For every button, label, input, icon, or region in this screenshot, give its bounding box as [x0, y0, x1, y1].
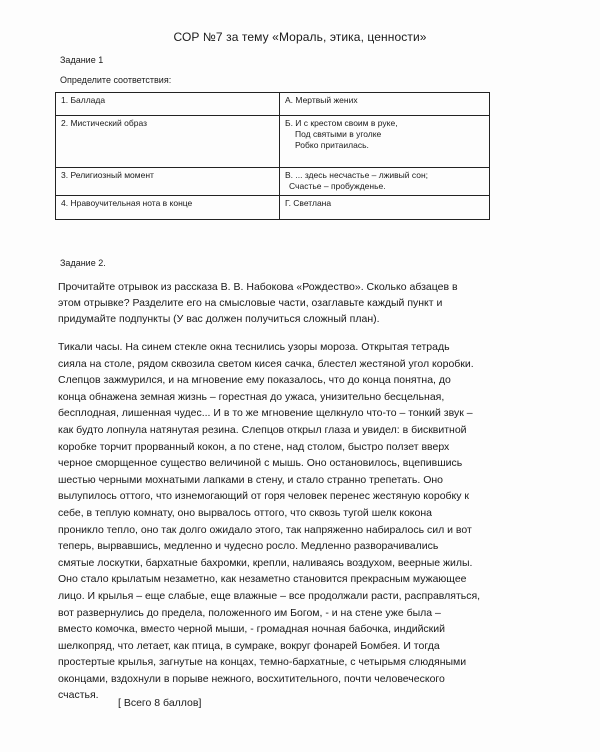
prompt-line: придумайте подпункты (У вас должен получиться сложный план). [58, 313, 380, 325]
text-line: коробке торчит прорванный кокон, а по стене, над столом, быстро ползет вверх [58, 440, 450, 453]
table-row [56, 196, 490, 220]
text-line: как будто лопнула натянутая резина. Слепцов открыл глаза и увидел: в бисквитной [58, 423, 467, 436]
text-line: оконцами, вздохнули в порыве нежного, восхитительного, почти человеческого [58, 672, 445, 685]
text-line: счастья. [58, 689, 99, 702]
story-excerpt [58, 339, 538, 704]
text-line: шелкопряд, что летает, как птица, в сумраке, вокруг фонарей Бомбея. И тогда [58, 639, 440, 652]
text-line: бесплодная, лишенная чудес... И в то же мгновение щелкнуло что-то – тонкий звук – [58, 407, 473, 420]
text-line: теперь, вырвавшись, медленно и чудесно росло. Медленно разворачивались [58, 540, 439, 553]
text-line: Тикали часы. На синем стекле окна теснились узоры мороза. Открытая тетрадь [58, 341, 450, 353]
table-row [56, 168, 490, 196]
text-line: черное сморщенное существо величиной с мышь. Оно остановилось, вцепившись [58, 457, 463, 470]
table-cell-right [280, 116, 490, 168]
cell-line: А. Мертвый жених [285, 95, 358, 105]
text-line: смятые лоскутки, бархатные бахромки, крепли, наливаясь воздухом, веерные жилы. [58, 556, 473, 569]
text-line: конца обнажена земная жизнь – горестная до ужаса, унизительно бесцельная, [58, 390, 445, 403]
table-cell-left: 4. Нравоучительная нота в конце [56, 196, 280, 220]
text-line: вот развернулись до предела, положенного им Богом, - и на стене уже была – [58, 606, 441, 619]
task1-label: Задание 1 [60, 55, 104, 65]
table-cell-right [280, 168, 490, 196]
cell-line: Г. Светлана [285, 198, 332, 208]
cell-line: Робко притаилась. [295, 140, 369, 150]
table-cell-right [280, 196, 490, 220]
table-cell-left: 2. Мистический образ [56, 116, 280, 168]
text-line: Оно стало крылатым незаметно, как незаметно становится прекрасным мужающее [58, 573, 467, 586]
task1-instruction: Определите соответствия: [60, 75, 172, 85]
task2-label: Задание 2. [60, 258, 106, 268]
table-row [56, 93, 490, 116]
cell-line: Б. И с крестом своим в руке, [285, 118, 398, 128]
table-row [56, 116, 490, 168]
matching-table [55, 92, 490, 220]
text-line: лицо. И крылья – еще слабые, еще влажные – все продолжали расти, расправляться, [58, 589, 481, 602]
text-line: проникло тепло, оно так долго ожидало этого, так напряженно набиралось сил и вот [58, 523, 472, 536]
text-line: вылупилось оттого, что изнемогающий от горя человек перенес жестяную коробку к [58, 490, 470, 503]
cell-line: В. ... здесь несчастье – лживый сон; [285, 170, 429, 180]
text-line: простертые крылья, загнутые на концах, темно-бархатные, с четырьмя слюдяными [58, 656, 467, 669]
task2-prompt [58, 279, 518, 327]
text-line: шестью черными мохнатыми лапками в стену, и стало странно трепетать. Оно [58, 473, 444, 486]
text-line: вместо комочка, вместо черной мыши, - громадная ночная бабочка, индийский [58, 623, 446, 636]
text-line: себе, в теплую комнату, оно вырвалось оттого, что сквозь тугой шелк кокона [58, 506, 433, 519]
text-line: сияла на столе, рядом сквозила светом кисея сачка, блестел жестяной угол коробки. [58, 357, 474, 370]
total-points: [ Всего 8 баллов] [118, 697, 202, 709]
table-cell-left: 1. Баллада [56, 93, 280, 116]
cell-line: Под святыми в уголке [295, 129, 382, 139]
table-cell-left: 3. Религиозный момент [56, 168, 280, 196]
prompt-line: Прочитайте отрывок из рассказа В. В. Набокова «Рождество». Сколько абзацев в [58, 281, 458, 293]
document-title: СОР №7 за тему «Мораль, этика, ценности» [173, 30, 427, 44]
prompt-line: этом отрывке? Разделите его на смысловые части, озаглавьте каждый пункт и [58, 297, 443, 309]
cell-line: Счастье – пробужденье. [289, 181, 386, 191]
text-line: Слепцов зажмурился, и на мгновение ему показалось, что до конца понятна, до [58, 374, 451, 387]
table-cell-right [280, 93, 490, 116]
